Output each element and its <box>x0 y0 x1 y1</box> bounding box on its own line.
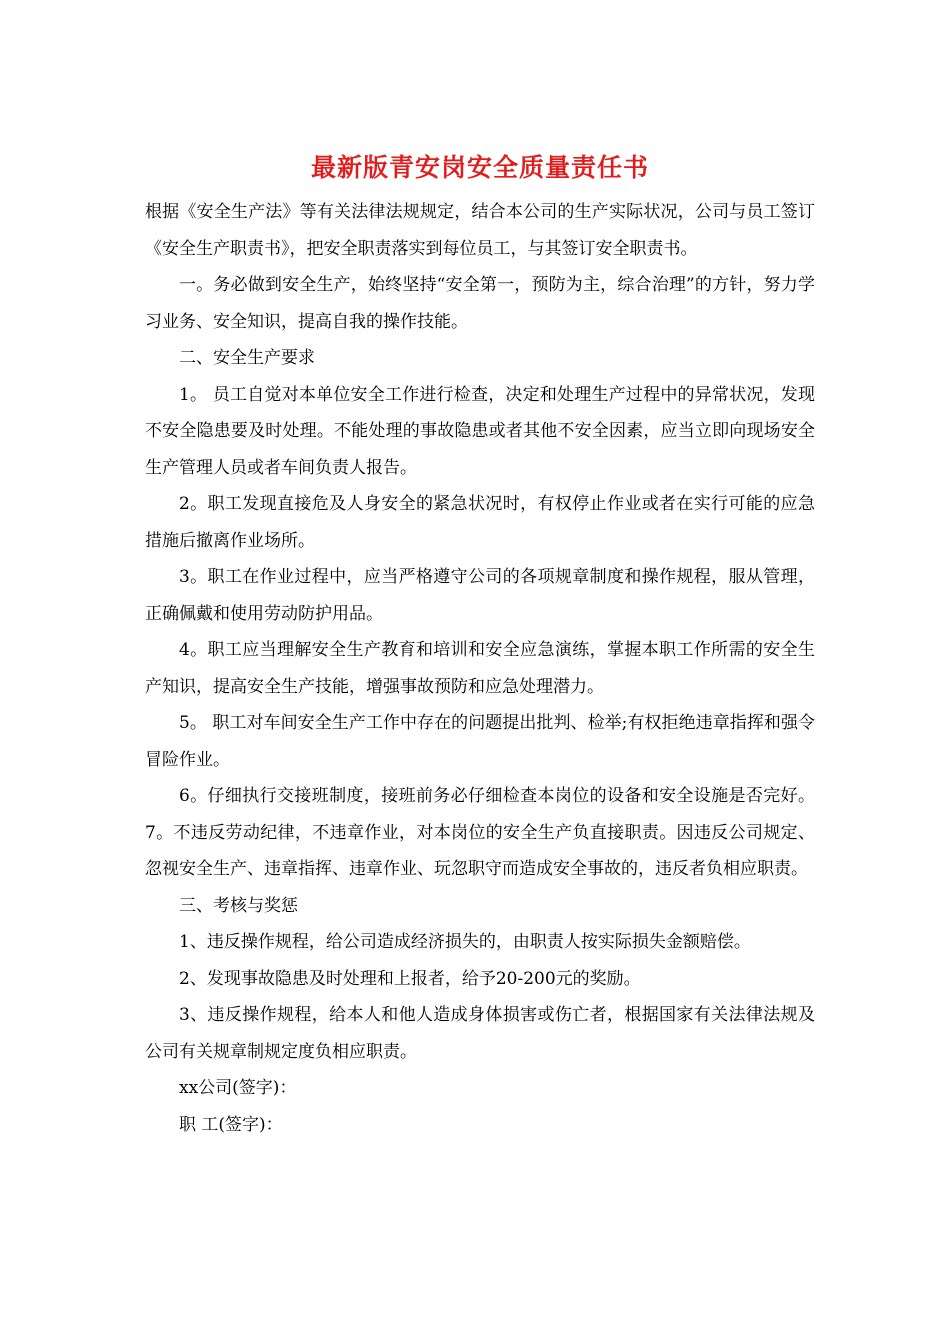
employee-signature-line: 职 工(签字)： <box>179 1114 283 1135</box>
reward-item-2: 2、发现事故隐患及时处理和上报者，给予20-200元的奖励。 <box>179 968 641 989</box>
document-page <box>145 148 815 1143</box>
requirement-item-1: 1。 员工自觉对本单位安全工作进行检查，决定和处理生产过程中的异常状况，发现不安全隐患要及时处理。不能处理的事故隐患或者其他不安全因素，应当立即向现场安全生产管理人员或者车间负责人报告。 <box>145 384 815 478</box>
document-title: 最新版青安岗安全质量责任书 <box>310 153 649 182</box>
section-one-paragraph: 一。务必做到安全生产，始终坚持“安全第一，预防为主，综合治理”的方针，努力学习业务、安全知识，提高自我的操作技能。 <box>145 275 815 332</box>
requirement-item-6-7: 6。仔细执行交接班制度，接班前务必仔细检查本岗位的设备和安全设施是否完好。 7。不违反劳动纪律，不违章作业，对本岗位的安全生产负直接职责。因违反公司规定、忽视安全生产、违章指挥、违章作业、玩忽职守而造成安全事故的，违反者负相应职责。 <box>145 786 815 879</box>
requirement-item-5: 5。 职工对车间安全生产工作中存在的问题提出批判、检举;有权拒绝违章指挥和强令冒险作业。 <box>145 713 815 770</box>
company-signature-line: xx公司(签字)： <box>179 1078 297 1098</box>
intro-paragraph: 根据《安全生产法》等有关法律法规规定，结合本公司的生产实际状况，公司与员工签订《安全生产职责书》，把安全职责落实到每位员工，与其签订安全职责书。 <box>145 202 815 259</box>
reward-item-1: 1、违反操作规程，给公司造成经济损失的，由职责人按实际损失金额赔偿。 <box>179 932 751 952</box>
requirement-item-3: 3。职工在作业过程中，应当严格遵守公司的各项规章制度和操作规程，服从管理，正确佩戴和使用劳动防护用品。 <box>145 567 815 624</box>
requirement-item-4: 4。职工应当理解安全生产教育和培训和安全应急演练，掌握本职工作所需的安全生产知识，提高安全生产技能，增强事故预防和应急处理潜力。 <box>145 640 815 697</box>
reward-item-3: 3、违反操作规程，给本人和他人造成身体损害或伤亡者，根据国家有关法律法规及公司有关规章制规定度负相应职责。 <box>145 1005 815 1062</box>
requirement-item-2: 2。职工发现直接危及人身安全的紧急状况时，有权停止作业或者在实行可能的应急措施后撤离作业场所。 <box>145 494 815 551</box>
section-three-heading: 三、考核与奖惩 <box>179 895 298 916</box>
section-two-heading: 二、安全生产要求 <box>179 348 315 368</box>
